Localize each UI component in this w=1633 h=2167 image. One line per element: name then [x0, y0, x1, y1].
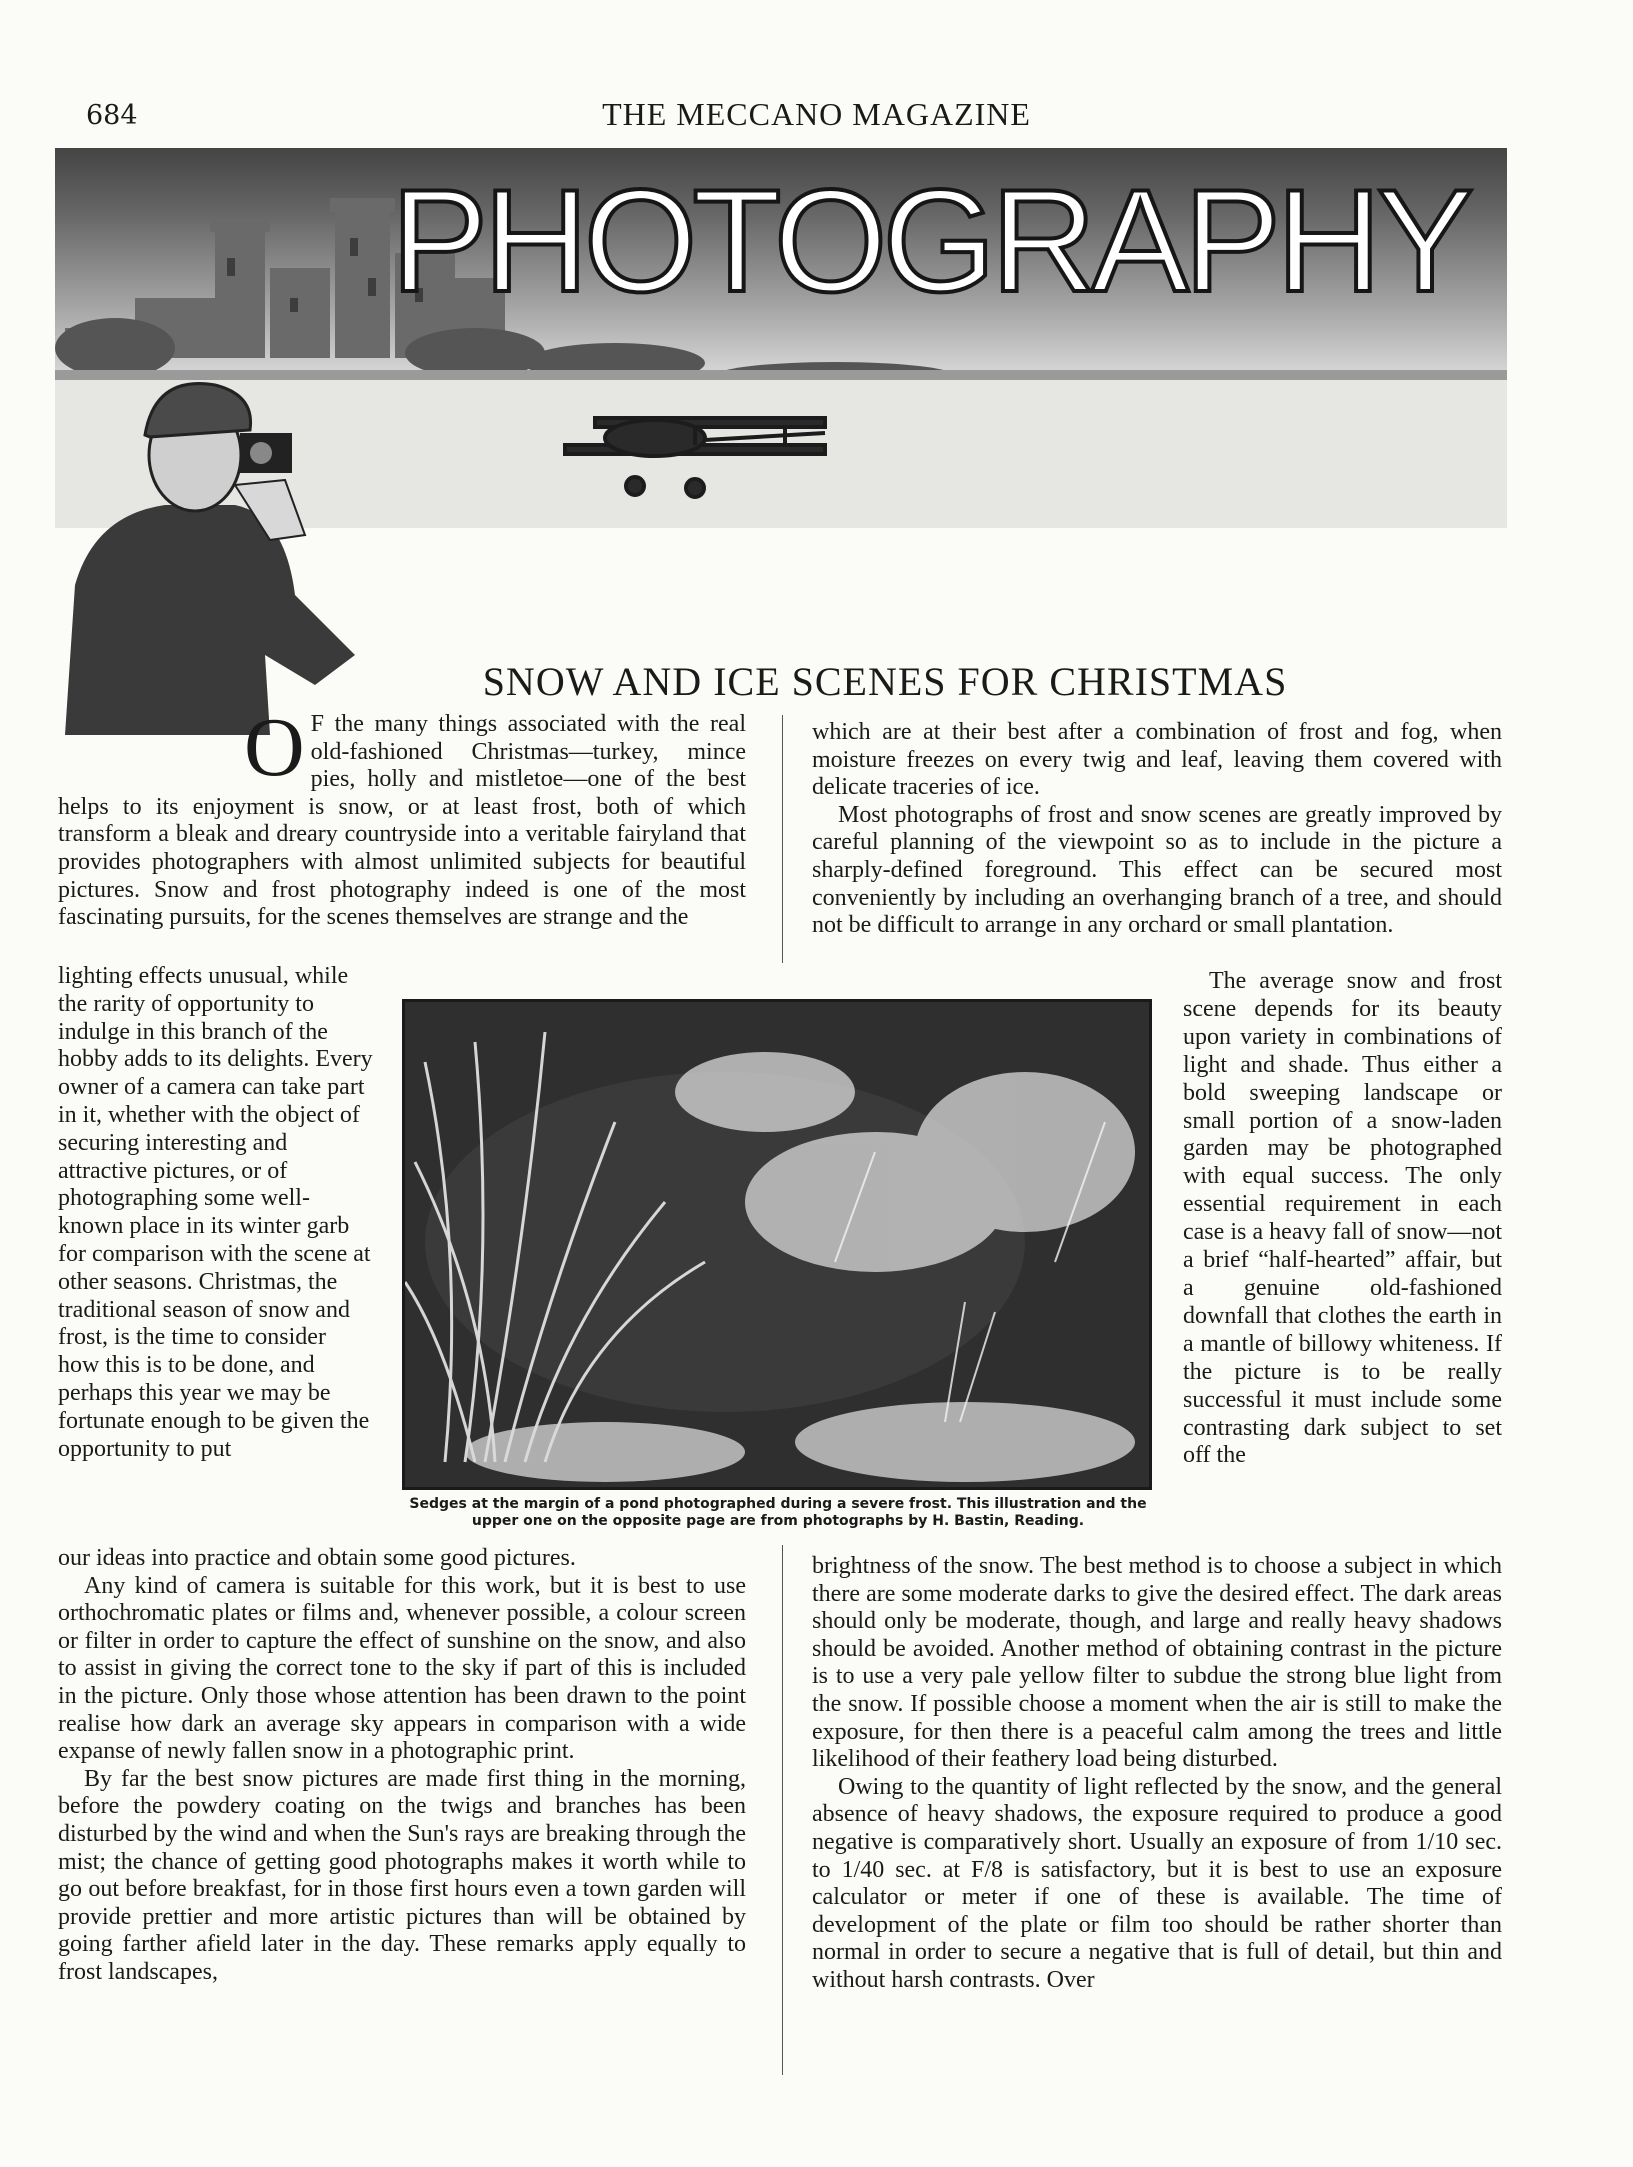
running-head: THE MECCANO MAGAZINE — [602, 96, 1031, 132]
article-col2-continuation: brightness of the snow. The best method is to choose a subject in which there are some moderate darks to give the desired effect. The dark areas should only be moderate, though, and large and really heavy shadows should be avoided. Another method of obtaining contrast in the picture is to use a very pale yellow filter to subdue the strong blue light from the snow. If possible choose a moment when the air is still to make the exposure, for then there is a peaceful calm among the trees and little likelihood of their feathery load being disturbed. — [812, 1553, 1502, 1773]
banner-title: PHOTOGRAPHY — [390, 159, 1469, 322]
photographer-figure — [55, 355, 375, 745]
frost-sedges-photo — [402, 999, 1152, 1490]
article-col2-lower — [812, 1553, 1502, 1995]
article-col1-continuation: our ideas into practice and obtain some good pictures. — [58, 1545, 576, 1571]
frosted-grass-image — [405, 1002, 1149, 1487]
article-headline: SNOW AND ICE SCENES FOR CHRISTMAS — [482, 659, 1288, 704]
article-col1-intro — [58, 701, 746, 963]
article-col1-narrow: lighting effects unusual, while the rarity of opportunity to indulge in this branch of the hobby adds to its delights. Every owner of a camera can take part in it, whether with the object of securing interesting and attractive pictures, or of photographing some well-known place in its winter garb for comparison with the scene at other seasons. Christmas, the traditional season of snow and frost, is the time to consider how this is to be done, and perhaps this year we may be fortunate enough to be given the opportunity to put — [58, 963, 373, 1462]
article-col1-paragraph-2: Any kind of camera is suitable for this work, but it is best to use orthochromatic plates or films and, whenever possible, a colour screen or filter in order to capture the effect of sunshine on the snow, and also to assist in giving the correct tone to the sky if part of this is included in the picture. Only those whose attention has been drawn to the point realise how dark an average sky appears in comparison with a wide expanse of newly fallen snow in a photographic print. — [58, 1572, 746, 1765]
column-rule-top — [782, 715, 783, 963]
article-col1-intro-text: F the many things associated with the real old-fashioned Christmas—turkey, mince pies, holly and mistletoe—one of the best helps to its enjoyment is snow, or at least frost, both of which transform a bleak and dreary countryside into a veritable fairyland that provides photographers with almost unlimited subjects for beautiful pictures. Snow and frost photography indeed is one of the most fascinating pursuits, for the scenes themselves are strange and the — [58, 711, 746, 931]
photo-caption: Sedges at the margin of a pond photographed during a severe frost. This illustration and the upper one on the opposite page are from photographs by H. Bastin, Reading. — [409, 1496, 1147, 1529]
drop-cap: O — [244, 701, 305, 794]
article-col1-lower — [58, 1545, 746, 1987]
article-col2-narrow: The average snow and frost scene depends for its beauty upon variety in combinations of light and shade. Thus either a bold sweeping landscape or small portion of a snow-laden garden may be photographed with equal success. The only essential requirement in each case is a heavy fall of snow—not a brief “half-hearted” affair, but a genuine old-fashioned downfall that clothes the earth in a mantle of billowy whiteness. If the picture is to be really successful it must include some contrasting dark subject to set off the — [1183, 968, 1502, 1469]
article-col1-paragraph-3: By far the best snow pictures are made first thing in the morning, before the powdery coating on the twigs and branches has been disturbed by the wind and when the Sun's rays are breaking through the mist; the chance of getting good photographs makes it worth while to go out before breakfast, for in those first hours even a town garden will provide prettier and more artistic pictures than will be obtained by going farther afield later in the day. These remarks apply equally to frost landscapes, — [58, 1765, 746, 1985]
column-rule-bottom — [782, 1545, 783, 2075]
page-number: 684 — [86, 100, 138, 131]
article-col2-paragraph-3: Owing to the quantity of light reflected by the snow, and the general absence of heavy shadows, the exposure required to produce a good negative is comparatively short. Usually an exposure of from 1/10 sec. to 1/40 sec. at F/8 is satisfactory, but it is best to use an exposure calculator or meter if one of these is available. The time of development of the plate or film too should be rather shorter than normal in order to secure a negative that is full of detail, but thin and without harsh contrasts. Over — [812, 1773, 1502, 1993]
article-col2-paragraph-1: which are at their best after a combination of frost and fog, when moisture freezes on every twig and leaf, leaving them covered with delicate traceries of ice. — [812, 719, 1502, 801]
article-col2-paragraph-2: Most photographs of frost and snow scenes are greatly improved by careful planning of the viewpoint so as to include in the picture a sharply-defined foreground. This effect can be secured most conveniently by including an overhanging branch of a tree, and should not be difficult to arrange in any orchard or small plantation. — [812, 801, 1502, 939]
article-col2-top — [812, 719, 1502, 940]
